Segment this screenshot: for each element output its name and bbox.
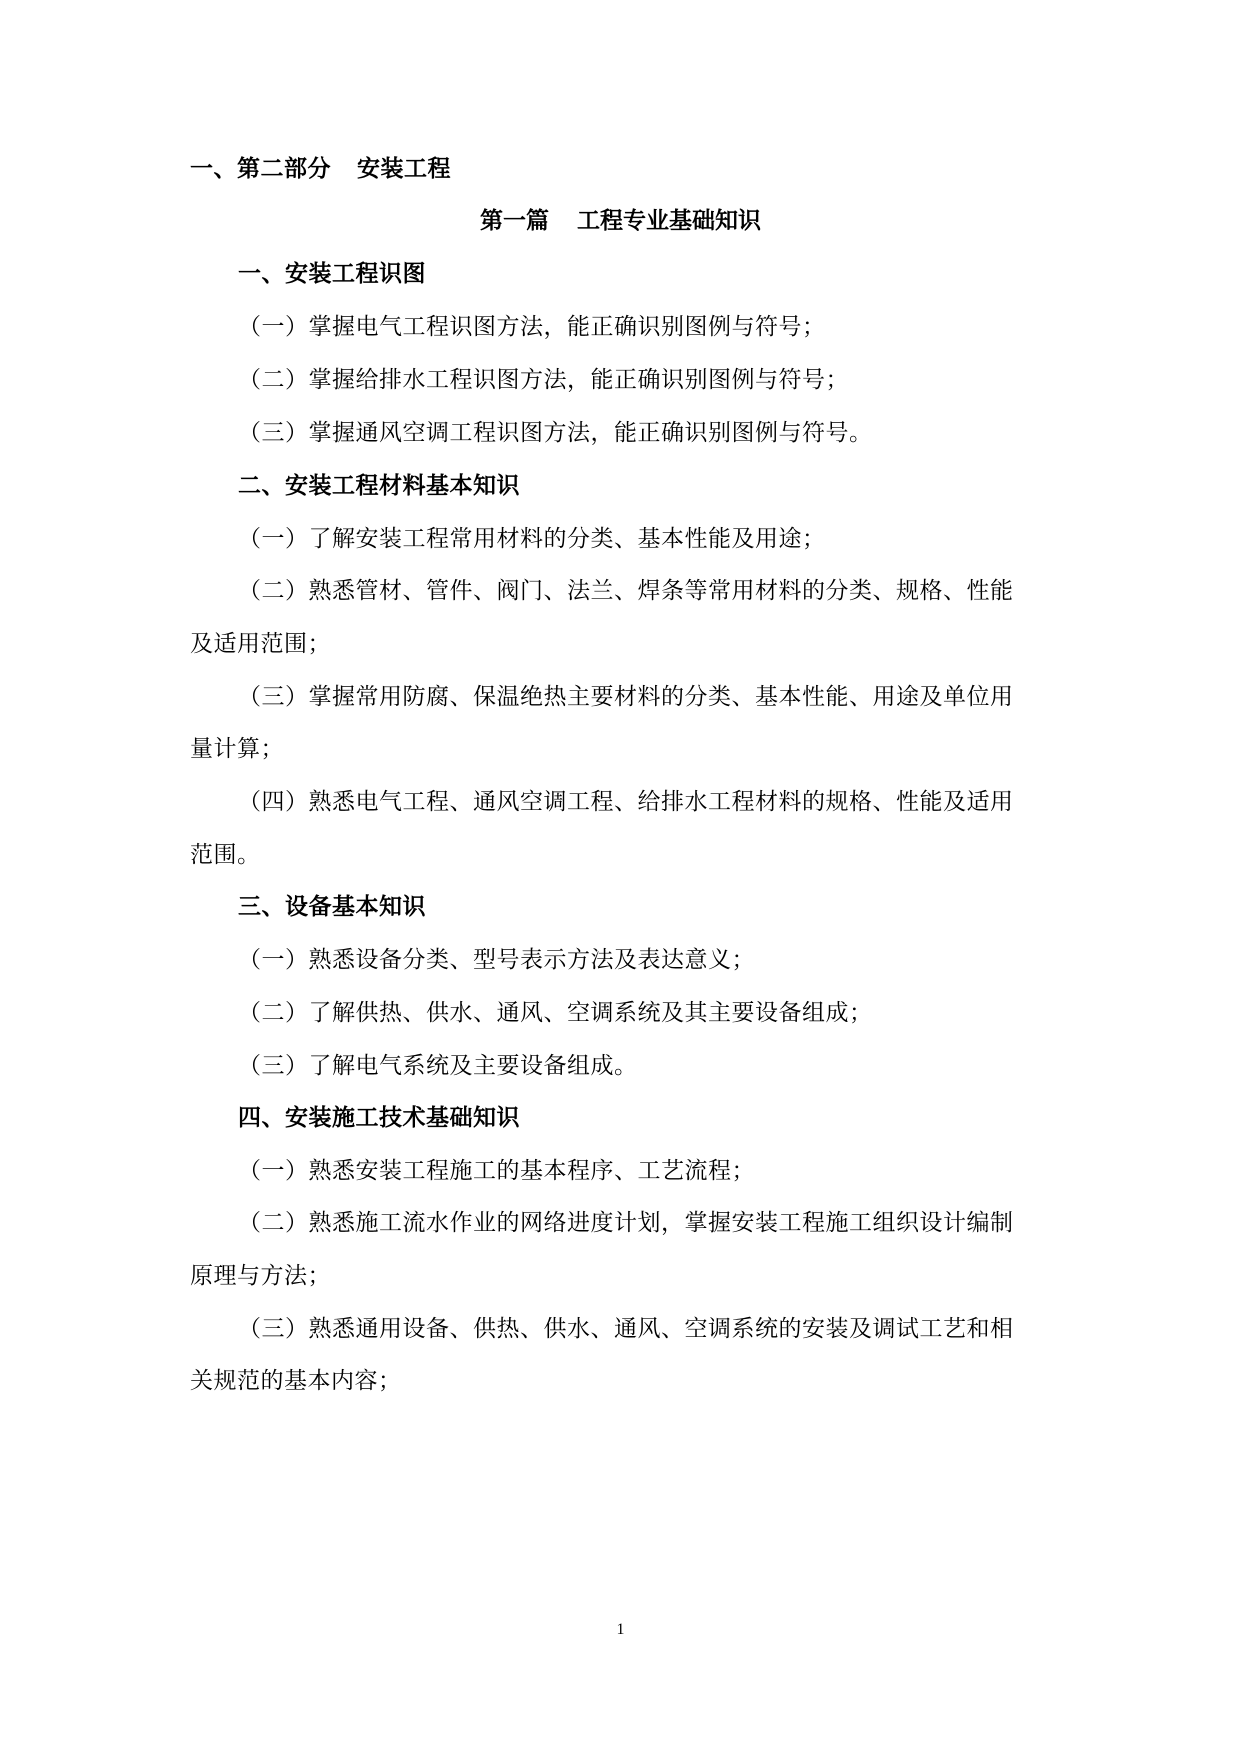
top-heading-text: 安装工程 bbox=[357, 155, 451, 182]
list-item-continuation: 关规范的基本内容； bbox=[190, 1368, 402, 1394]
list-item: （二）了解供热、供水、通风、空调系统及其主要设备组成； bbox=[238, 1000, 873, 1026]
list-item: （三）掌握通风空调工程识图方法，能正确识别图例与符号。 bbox=[238, 420, 873, 446]
section-heading: 二、安装工程材料基本知识 bbox=[238, 472, 520, 499]
top-heading-prefix: 一、第二部分 bbox=[190, 155, 331, 182]
section-heading: 三、设备基本知识 bbox=[238, 893, 426, 920]
list-item: （一）熟悉安装工程施工的基本程序、工艺流程； bbox=[238, 1158, 755, 1184]
list-item: （四）熟悉电气工程、通风空调工程、给排水工程材料的规格、性能及适用 bbox=[238, 789, 1014, 815]
page-number: 1 bbox=[616, 1621, 625, 1638]
list-item-continuation: 范围。 bbox=[190, 842, 261, 868]
list-item: （三）掌握常用防腐、保温绝热主要材料的分类、基本性能、用途及单位用 bbox=[238, 684, 1014, 710]
section-heading: 一、安装工程识图 bbox=[238, 260, 426, 287]
list-item: （一）掌握电气工程识图方法，能正确识别图例与符号； bbox=[238, 314, 826, 340]
list-item-continuation: 量计算； bbox=[190, 736, 284, 762]
list-item: （二）掌握给排水工程识图方法，能正确识别图例与符号； bbox=[238, 367, 849, 393]
list-item-continuation: 及适用范围； bbox=[190, 631, 331, 657]
list-item: （三）了解电气系统及主要设备组成。 bbox=[238, 1053, 638, 1079]
list-item: （三）熟悉通用设备、供热、供水、通风、空调系统的安装及调试工艺和相 bbox=[238, 1316, 1014, 1342]
list-item: （二）熟悉施工流水作业的网络进度计划，掌握安装工程施工组织设计编制 bbox=[238, 1210, 1014, 1236]
top-heading bbox=[190, 154, 451, 184]
section-heading: 四、安装施工技术基础知识 bbox=[238, 1104, 520, 1131]
list-item: （一）了解安装工程常用材料的分类、基本性能及用途； bbox=[238, 526, 826, 552]
list-item: （一）熟悉设备分类、型号表示方法及表达意义； bbox=[238, 947, 755, 973]
chapter-name: 工程专业基础知识 bbox=[577, 207, 761, 234]
list-item-continuation: 原理与方法； bbox=[190, 1263, 331, 1289]
chapter-part: 第一篇 bbox=[480, 207, 549, 234]
list-item: （二）熟悉管材、管件、阀门、法兰、焊条等常用材料的分类、规格、性能 bbox=[238, 578, 1014, 604]
chapter-title bbox=[0, 206, 1241, 236]
